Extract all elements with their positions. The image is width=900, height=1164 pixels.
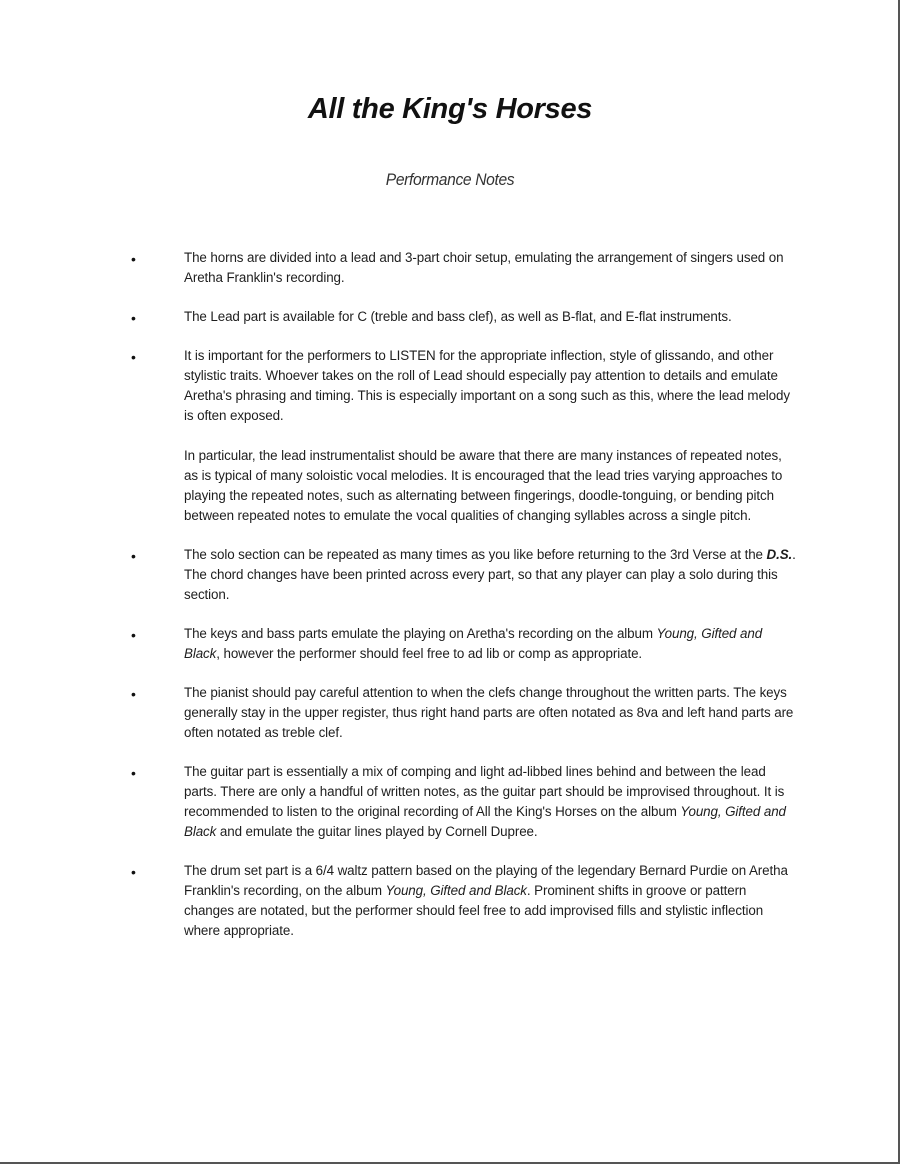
note-text: The pianist should pay careful attention to when the clefs change throughout the written parts. The keys generally stay in the upper register, thus right hand parts are often notated as 8va and left hand parts are often notated as treble clef. (184, 685, 794, 740)
note-text: In particular, the lead instrumentalist should be aware that there are many instances of repeated notes, as is typical of many soloistic vocal melodies. It is encouraged that the lead tries varying approaches to playing the repeated notes, such as alternating between fingerings, doodle-tonguing, or bending pitch between repeated notes to emulate the vocal qualities of changing syllables across a single pitch. (184, 448, 783, 523)
note-paragraph (184, 683, 796, 743)
note-text: The Lead part is available for C (treble and bass clef), as well as B-flat, and E-flat instruments. (184, 309, 732, 324)
note-item (0, 624, 900, 664)
bullet-icon: • (131, 686, 136, 702)
bullet-icon: • (131, 310, 136, 326)
note-paragraph (184, 545, 796, 605)
note-paragraph (184, 446, 796, 526)
note-text: The drum set part is a 6/4 waltz pattern based on the playing of the legendary Bernard Purdie on Aretha Franklin's recording, on the album (184, 863, 788, 898)
document-subtitle: Performance Notes (385, 170, 515, 189)
note-text: The solo section can be repeated as many times as you like before returning to the 3rd Verse at the (184, 547, 767, 562)
note-text: , however the performer should feel free to ad lib or comp as appropriate. (216, 646, 643, 661)
note-paragraph (184, 624, 796, 664)
note-paragraph (184, 346, 796, 426)
note-text: . Prominent shifts in groove or pattern changes are notated, but the performer should feel free to add improvised fills and stylistic inflection where appropriate. (184, 883, 764, 938)
note-text: . The chord changes have been printed across every part, so that any player can play a solo during this section. (184, 547, 796, 602)
bullet-icon: • (131, 251, 136, 267)
bullet-icon: • (131, 349, 136, 365)
note-paragraph (184, 248, 796, 288)
note-text: The horns are divided into a lead and 3-part choir setup, emulating the arrangement of singers used on Aretha Franklin's recording. (184, 250, 784, 285)
document-title: All the King's Horses (307, 93, 593, 125)
note-item (0, 861, 900, 941)
note-item (0, 683, 900, 743)
note-text: and emulate the guitar lines played by Cornell Dupree. (216, 824, 538, 839)
note-item (0, 762, 900, 842)
note-paragraph (184, 307, 796, 327)
note-item (0, 346, 900, 526)
note-item (0, 248, 900, 288)
note-paragraph (184, 762, 796, 842)
performance-notes-list (0, 248, 900, 960)
note-text: The guitar part is essentially a mix of comping and light ad-libbed lines behind and between the lead parts. There are only a handful of written notes, as the guitar part should be improvised throughout. It is recommended to listen to the original recording of All the King's Horses on the album (184, 764, 785, 819)
emphasis-text: Young, Gifted and Black (184, 804, 786, 839)
note-paragraph (184, 861, 796, 941)
note-item (0, 545, 900, 605)
bullet-icon: • (131, 864, 136, 880)
bullet-icon: • (131, 765, 136, 781)
note-text: The keys and bass parts emulate the playing on Aretha's recording on the album (184, 626, 657, 641)
emphasis-text: Young, Gifted and Black (184, 626, 763, 661)
emphasis-text: D.S. (766, 547, 793, 562)
emphasis-text: Young, Gifted and Black (385, 883, 527, 898)
note-text: It is important for the performers to LISTEN for the appropriate inflection, style of glissando, and other stylistic traits. Whoever takes on the roll of Lead should especially pay attention to details and emulate Aretha's phrasing and timing. This is especially important on a song such as this, where the lead melody is often exposed. (184, 348, 790, 423)
bullet-icon: • (131, 548, 136, 564)
note-item (0, 307, 900, 327)
bullet-icon: • (131, 627, 136, 643)
